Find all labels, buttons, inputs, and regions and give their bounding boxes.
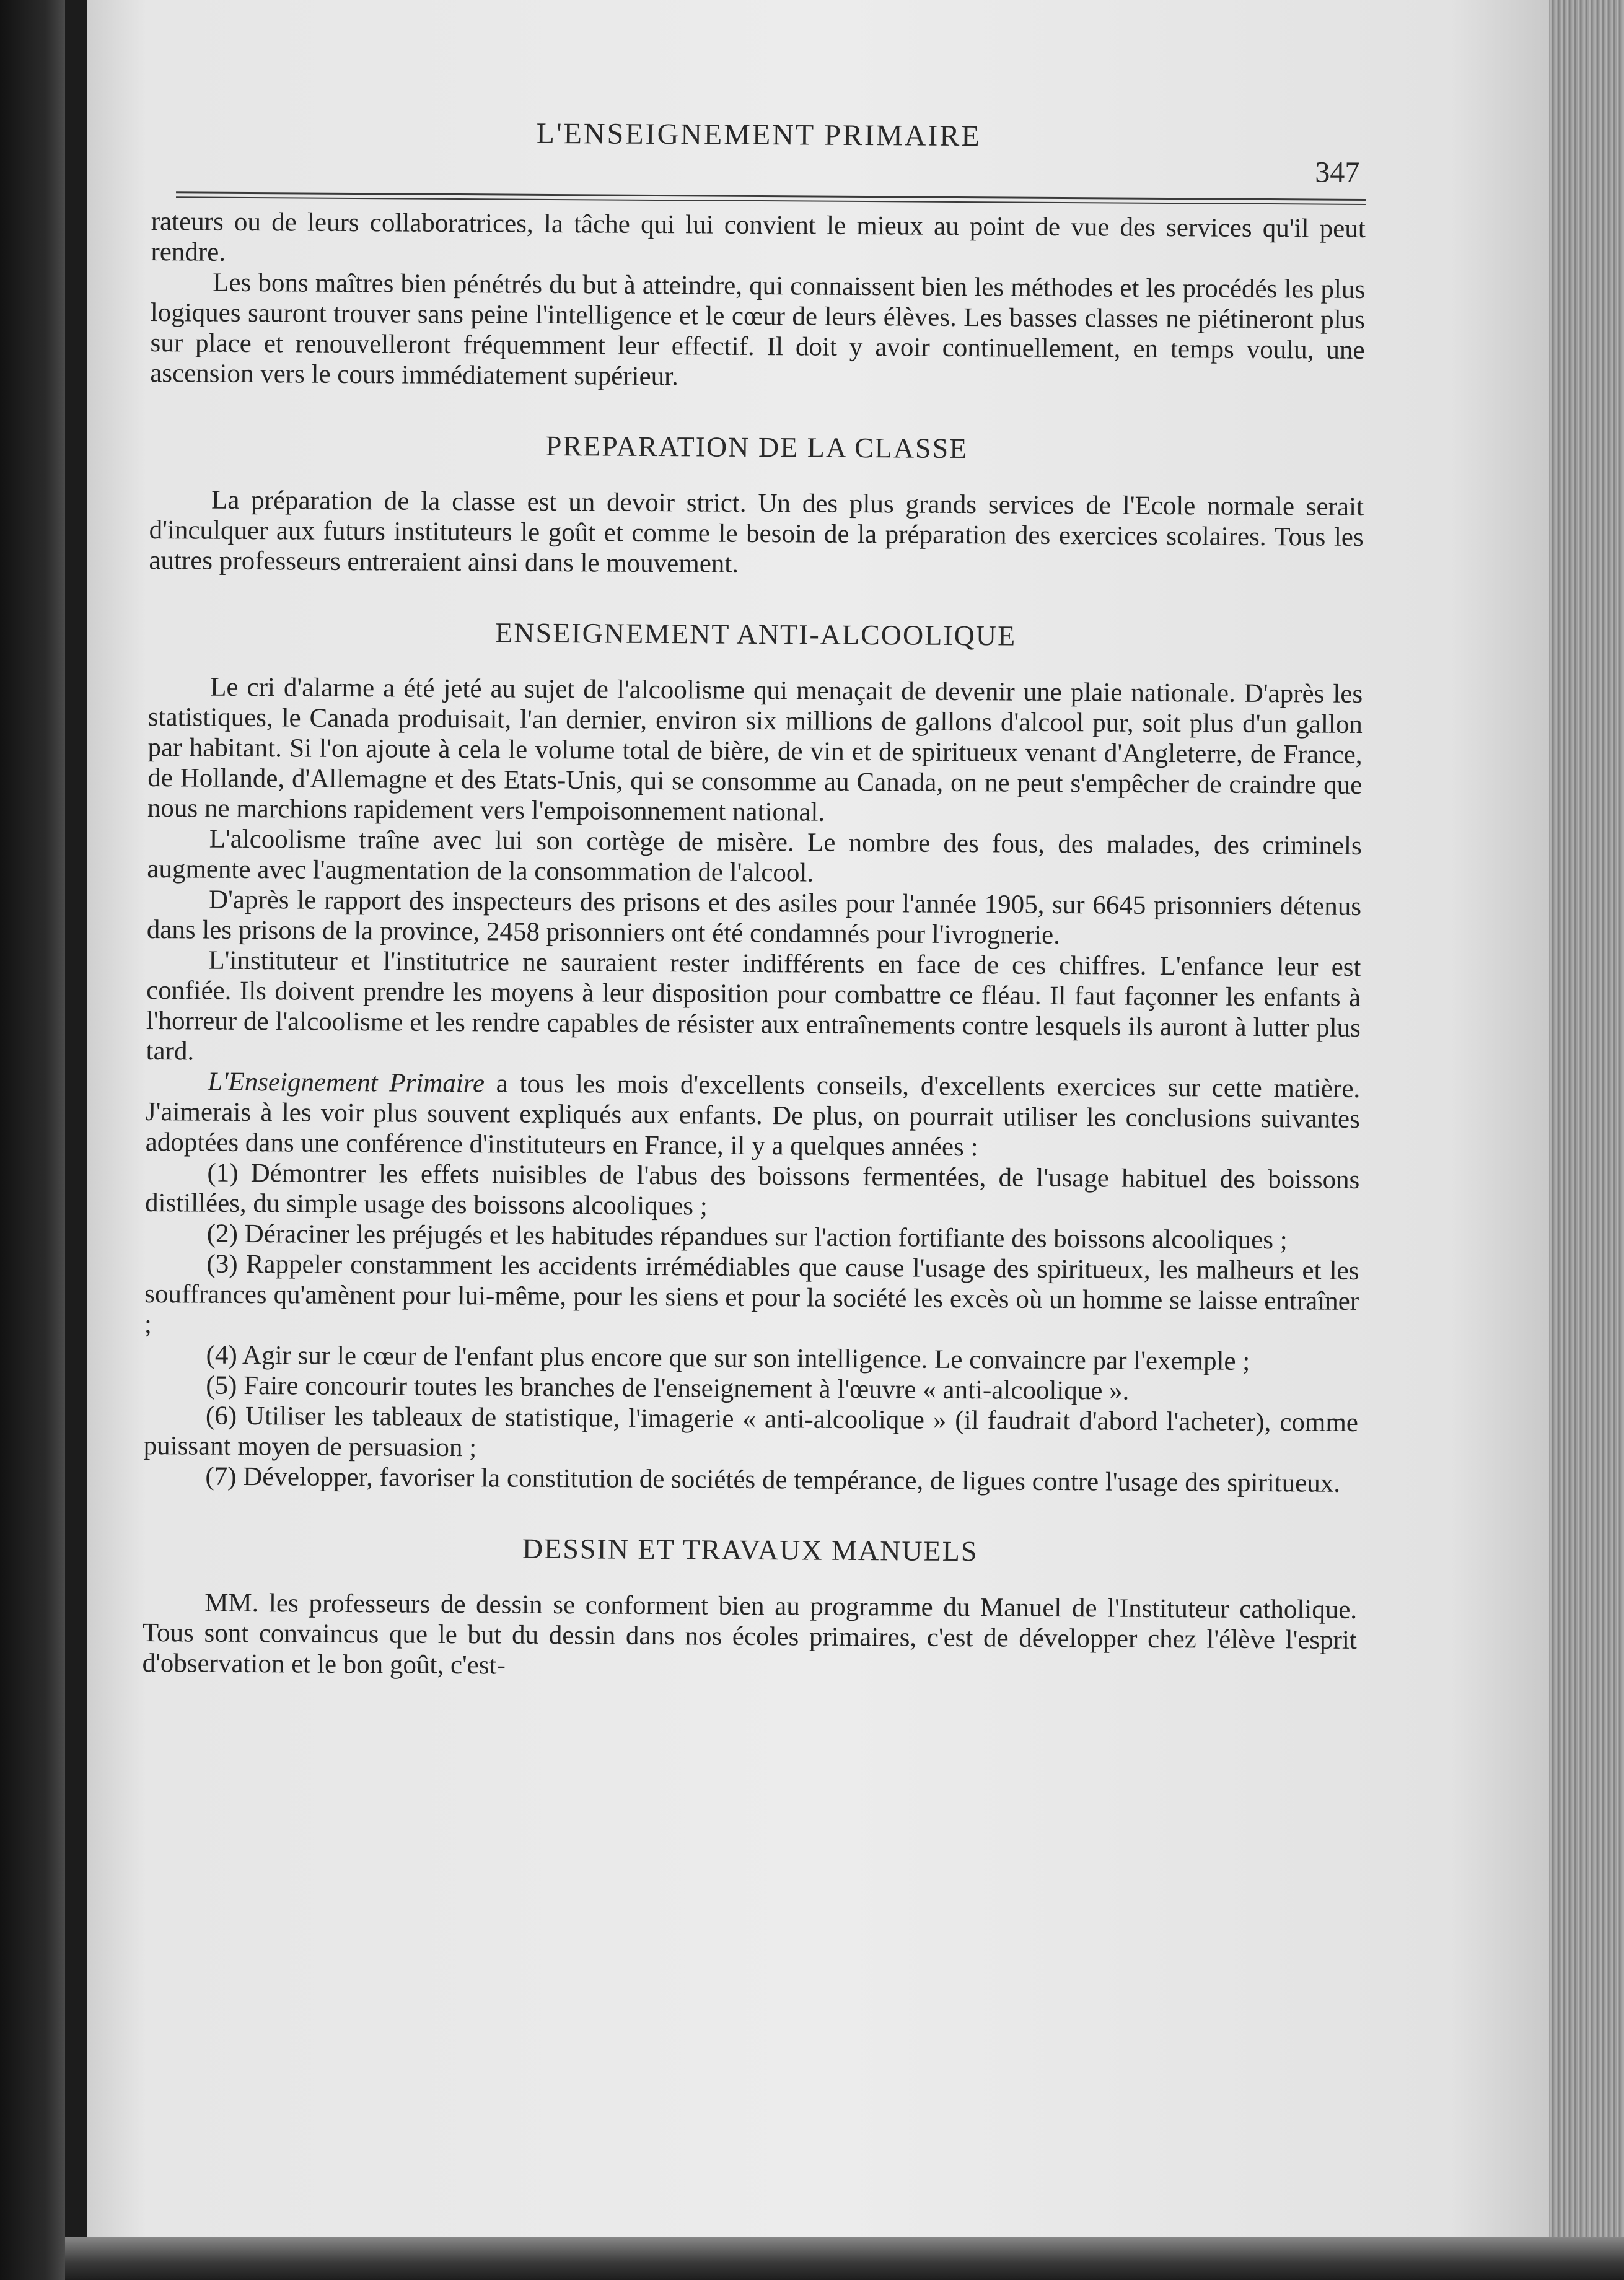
- journal-title: L'Enseignement Primaire: [208, 1067, 485, 1098]
- list-item: (6) Utiliser les tableaux de statistique, l'imagerie « anti-alcoolique » (il faudrait d'abord l'acheter), comme puissant moyen de persuasion ;: [143, 1401, 1359, 1463]
- bottom-shadow: [65, 2237, 1624, 2280]
- paragraph: [146, 1066, 1361, 1165]
- paragraph: L'instituteur et l'institutrice ne sauraient rester indifférents en face de ces chiffres. L'enfance leur est confiée. Ils doivent prendre les moyens à leur disposition pour combattre ce fléau. Il faut façonner les enfants à l'horreur de l'alcoolisme et les rendre capables de résister aux entraînements contre lesquels ils auront à lutter plus tard.: [146, 945, 1361, 1066]
- paragraph: D'après le rapport des inspecteurs des prisons et des asiles pour l'année 1905, sur 6645 prisonniers détenus dans les prisons de la province, 2458 prisonniers ont été condamnés pour l'ivrognerie.: [146, 885, 1362, 950]
- paragraph: Les bons maîtres bien pénétrés du but à atteindre, qui connaissent bien les méthodes et les procédés les plus logiques sauront trouver sans peine l'intelligence et le cœur de leurs élèves. Les basses classes ne piétineront plus sur place et renouvelleront fréquemment leur effectif. Il doit y avoir continuellement, en temps voulu, une ascension vers le cours immédiatement supérieur.: [150, 268, 1366, 392]
- section-heading-anti-alcoolique: ENSEIGNEMENT ANTI-ALCOOLIQUE: [495, 616, 1017, 652]
- page-text-block: [139, 95, 1366, 2209]
- section-heading-dessin: DESSIN ET TRAVAUX MANUELS: [522, 1532, 978, 1568]
- list-item: (1) Démontrer les effets nuisibles de l'abus des boissons fermentées, de l'usage habituel des boissons distillées, du simple usage des boissons alcooliques ;: [144, 1158, 1360, 1221]
- page-number: 347: [1315, 156, 1360, 189]
- running-header: [151, 95, 1366, 199]
- paragraph: L'alcoolisme traîne avec lui son cortège de misère. Le nombre des fous, des malades, des criminels augmente avec l'augmentation de la consommation de l'alcool.: [147, 824, 1362, 888]
- left-binding-shadow: [0, 0, 65, 2280]
- list-item: (3) Rappeler constamment les accidents irrémédiables que cause l'usage des spiritueux, les malheurs et les souffrances qu'amènent pour lui-même, pour les siens et pour la société les excès où un homme se laisse entraîner ;: [144, 1249, 1359, 1340]
- paragraph-continuation: rateurs ou de leurs collaboratrices, la tâche qui lui convient le mieux au point de vue des services qu'il peut rendre.: [151, 207, 1366, 267]
- paragraph: La préparation de la classe est un devoir strict. Un des plus grands services de l'Ecole normale serait d'inculquer aux futurs instituteurs le goût et comme le besoin de la préparation des exercices scolaires. Tous les autres professeurs entreraient ainsi dans le mouvement.: [149, 485, 1364, 579]
- list-item: (4) Agir sur le cœur de l'enfant plus encore que sur son intelligence. Le convaincre par l'exemple ;: [206, 1340, 1250, 1376]
- page-edge-stack: [1549, 0, 1624, 2280]
- list-item: (2) Déraciner les préjugés et les habitudes répandues sur l'action fortifiante des boissons alcooliques ;: [206, 1219, 1288, 1255]
- paragraph: Le cri d'alarme a été jeté au sujet de l'alcoolisme qui menaçait de devenir une plaie nationale. D'après les statistiques, le Canada produisait, l'an dernier, environ six millions de gallons d'alcool pur, soit plus d'un gallon par habitant. Si l'on ajoute à cela le volume total de bière, de vin et de spiritueux venant d'Angleterre, de France, de Hollande, d'Allemagne et des Etats-Unis, qui se consomme au Canada, on ne peut s'empêcher de craindre que nous ne marchions rapidement vers l'empoisonnement national.: [147, 672, 1363, 827]
- list-item: (7) Développer, favoriser la constitution de sociétés de tempérance, de ligues contre l'usage des spiritueux.: [205, 1462, 1341, 1498]
- paragraph-text: a tous les mois d'excellents conseils, d'excellents exercices sur cette matière. J'aimerais à les voir plus souvent expliqués aux enfants. De plus, on pourrait utiliser les conclusions suivantes adoptées dans une conférence d'instituteurs en France, il y a quelques années :: [145, 1069, 1361, 1162]
- running-title: L'ENSEIGNEMENT PRIMAIRE: [536, 116, 981, 153]
- section-heading-preparation: PREPARATION DE LA CLASSE: [545, 429, 968, 465]
- list-item: (5) Faire concourir toutes les branches de l'enseignement à l'œuvre « anti-alcoolique ».: [206, 1370, 1130, 1406]
- paragraph: MM. les professeurs de dessin se conforment bien au programme du Manuel de l'Instituteur catholique. Tous sont convaincus que le but du dessin dans nos écoles primaires, c'est de développer chez l'élève l'esprit d'observation et le bon goût, c'est-: [142, 1588, 1358, 1680]
